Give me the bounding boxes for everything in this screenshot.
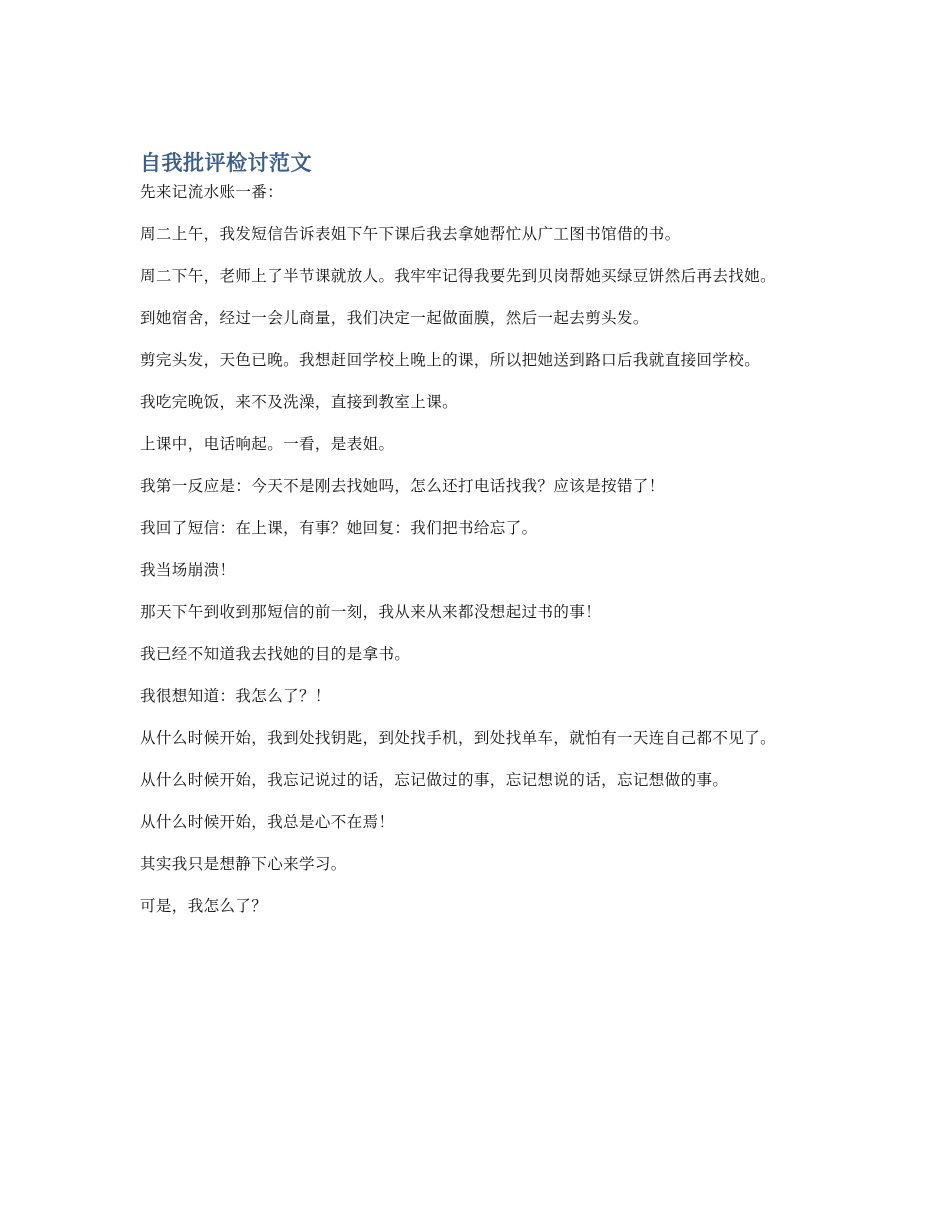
paragraph-7: 上课中，电话响起。一看，是表姐。 [140, 435, 395, 453]
paragraph-9: 我回了短信：在上课，有事？她回复：我们把书给忘了。 [140, 519, 538, 537]
paragraph-6: 我吃完晚饭，来不及洗澡，直接到教室上课。 [140, 393, 459, 411]
paragraph-4: 到她宿舍，经过一会儿商量，我们决定一起做面膜，然后一起去剪头发。 [140, 309, 649, 327]
paragraph-17: 其实我只是想静下心来学习。 [140, 855, 347, 873]
paragraph-2: 周二上午，我发短信告诉表姐下午下课后我去拿她帮忙从广工图书馆借的书。 [140, 225, 681, 243]
paragraph-15: 从什么时候开始，我忘记说过的话，忘记做过的事，忘记想说的话，忘记想做的事。 [140, 771, 729, 789]
paragraph-3: 周二下午，老师上了半节课就放人。我牢牢记得我要先到贝岗帮她买绿豆饼然后再去找她。 [140, 267, 777, 285]
paragraph-13: 我很想知道：我怎么了？！ [140, 687, 331, 705]
paragraph-1: 先来记流水账一番： [140, 183, 284, 201]
paragraph-12: 我已经不知道我去找她的目的是拿书。 [140, 645, 411, 663]
paragraph-14: 从什么时候开始，我到处找钥匙，到处找手机，到处找单车，就怕有一天连自己都不见了。 [140, 729, 777, 747]
paragraph-16: 从什么时候开始，我总是心不在焉！ [140, 813, 395, 831]
paragraph-18: 可是，我怎么了？ [140, 897, 268, 915]
document-title: 自我批评检讨范文 [140, 151, 312, 175]
paragraph-11: 那天下午到收到那短信的前一刻，我从来从来都没想起过书的事！ [140, 603, 602, 621]
paragraph-10: 我当场崩溃！ [140, 561, 236, 579]
paragraph-8: 我第一反应是：今天不是刚去找她吗，怎么还打电话找我？应该是按错了！ [140, 477, 665, 495]
document-page [140, 146, 810, 938]
paragraph-5: 剪完头发，天色已晚。我想赶回学校上晚上的课，所以把她送到路口后我就直接回学校。 [140, 351, 761, 369]
